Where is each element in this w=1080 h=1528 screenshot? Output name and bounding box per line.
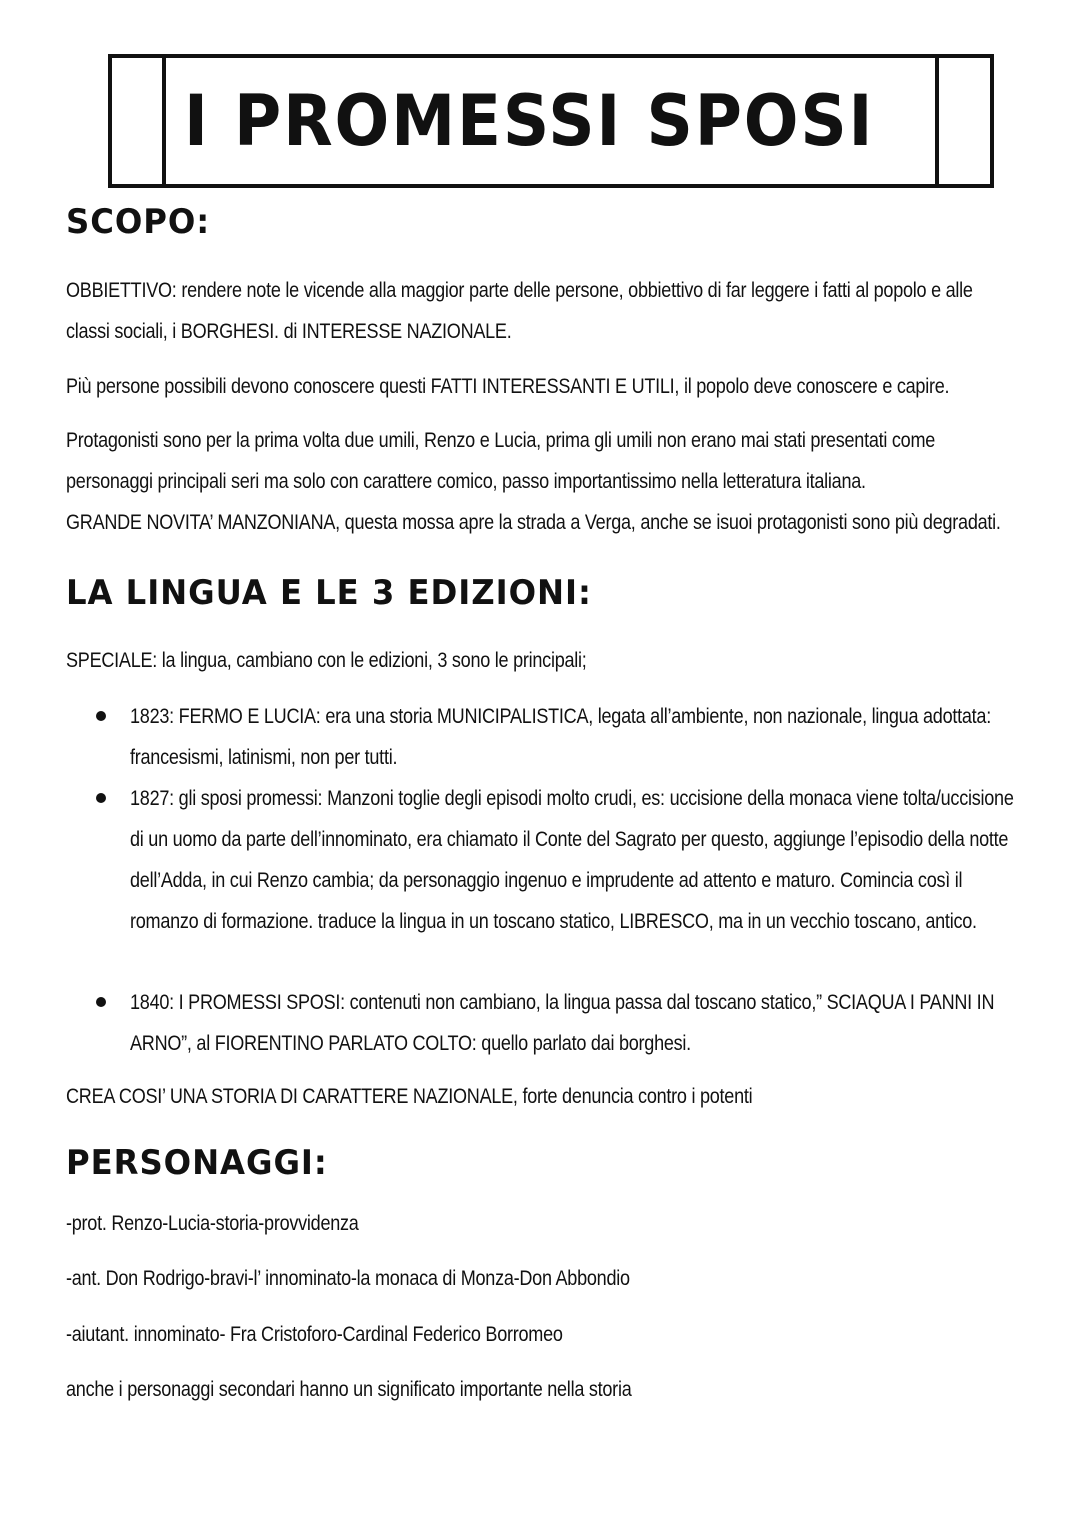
personaggi-line-secondari: anche i personaggi secondari hanno un significato importante nella storia <box>66 1378 632 1401</box>
scopo-paragraph-novita: GRANDE NOVITA’ MANZONIANA, questa mossa apre la strada a Verga, anche se isuoi protagonisti sono più degradati. <box>66 511 1001 534</box>
personaggi-line-protagonisti: -prot. Renzo-Lucia-storia-provvidenza <box>66 1212 359 1235</box>
bullet-dot-icon <box>96 711 106 721</box>
scopo-paragraph-obbiettivo: OBBIETTIVO: rendere note le vicende alla maggior parte delle persone, obbiettivo di far leggere i fatti al popolo e alle classi sociali, i BORGHESI. di INTERESSE NAZIONALE. <box>66 279 973 343</box>
bullet-dot-icon <box>96 793 106 803</box>
editions-list <box>96 696 1080 1064</box>
bullet-dot-icon <box>96 997 106 1007</box>
edition-item-1840 <box>96 982 1080 1064</box>
edition-item-1827 <box>96 778 1080 982</box>
section-heading-scopo: SCOPO: <box>66 202 211 242</box>
edition-item-text: 1823: FERMO E LUCIA: era una storia MUNICIPALISTICA, legata all’ambiente, non nazionale, lingua adottata: francesismi, latinismi, non per tutti. <box>130 705 991 769</box>
section-heading-personaggi: PERSONAGGI: <box>66 1143 328 1183</box>
title-box-left-cell <box>112 58 166 184</box>
title-box-right-cell <box>935 58 990 184</box>
page-title: I PROMESSI SPOSI <box>184 80 875 162</box>
edition-item-1823 <box>96 696 1080 778</box>
title-box <box>108 54 994 188</box>
edition-item-text: 1840: I PROMESSI SPOSI: contenuti non cambiano, la lingua passa dal toscano statico,” SCIAQUA I PANNI IN ARNO”, al FIORENTINO PARLATO COLTO: quello parlato dai borghesi. <box>130 991 995 1055</box>
lingua-intro: SPECIALE: la lingua, cambiano con le edizioni, 3 sono le principali; <box>66 649 587 672</box>
scopo-paragraph-protagonisti: Protagonisti sono per la prima volta due umili, Renzo e Lucia, prima gli umili non erano mai stati presentati come personaggi principali seri ma solo con carattere comico, passo importantissimo nella letteratura italiana. <box>66 429 936 493</box>
title-box-center-cell <box>166 58 934 184</box>
personaggi-line-antagonisti: -ant. Don Rodrigo-bravi-l’ innominato-la monaca di Monza-Don Abbondio <box>66 1267 630 1290</box>
lingua-closing: CREA COSI’ UNA STORIA DI CARATTERE NAZIONALE, forte denuncia contro i potenti <box>66 1085 753 1108</box>
personaggi-line-aiutanti: -aiutant. innominato- Fra Cristoforo-Cardinal Federico Borromeo <box>66 1323 563 1346</box>
section-heading-lingua: LA LINGUA E LE 3 EDIZIONI: <box>66 573 592 613</box>
scopo-paragraph-persone: Più persone possibili devono conoscere questi FATTI INTERESSANTI E UTILI, il popolo deve conoscere e capire. <box>66 375 950 398</box>
edition-item-text: 1827: gli sposi promessi: Manzoni toglie degli episodi molto crudi, es: uccisione della monaca viene tolta/uccisione di un uomo da parte dell’innominato, era chiamato il Conte del Sagrato per questo, aggiunge l’episodio della notte dell’Adda, in cui Renzo cambia; da personaggio ingenuo e imprudente ad attento e maturo. Comincia così il romanzo di formazione. traduce la lingua in un toscano statico, LIBRESCO, ma in un vecchio toscano, antico. <box>130 787 1014 933</box>
